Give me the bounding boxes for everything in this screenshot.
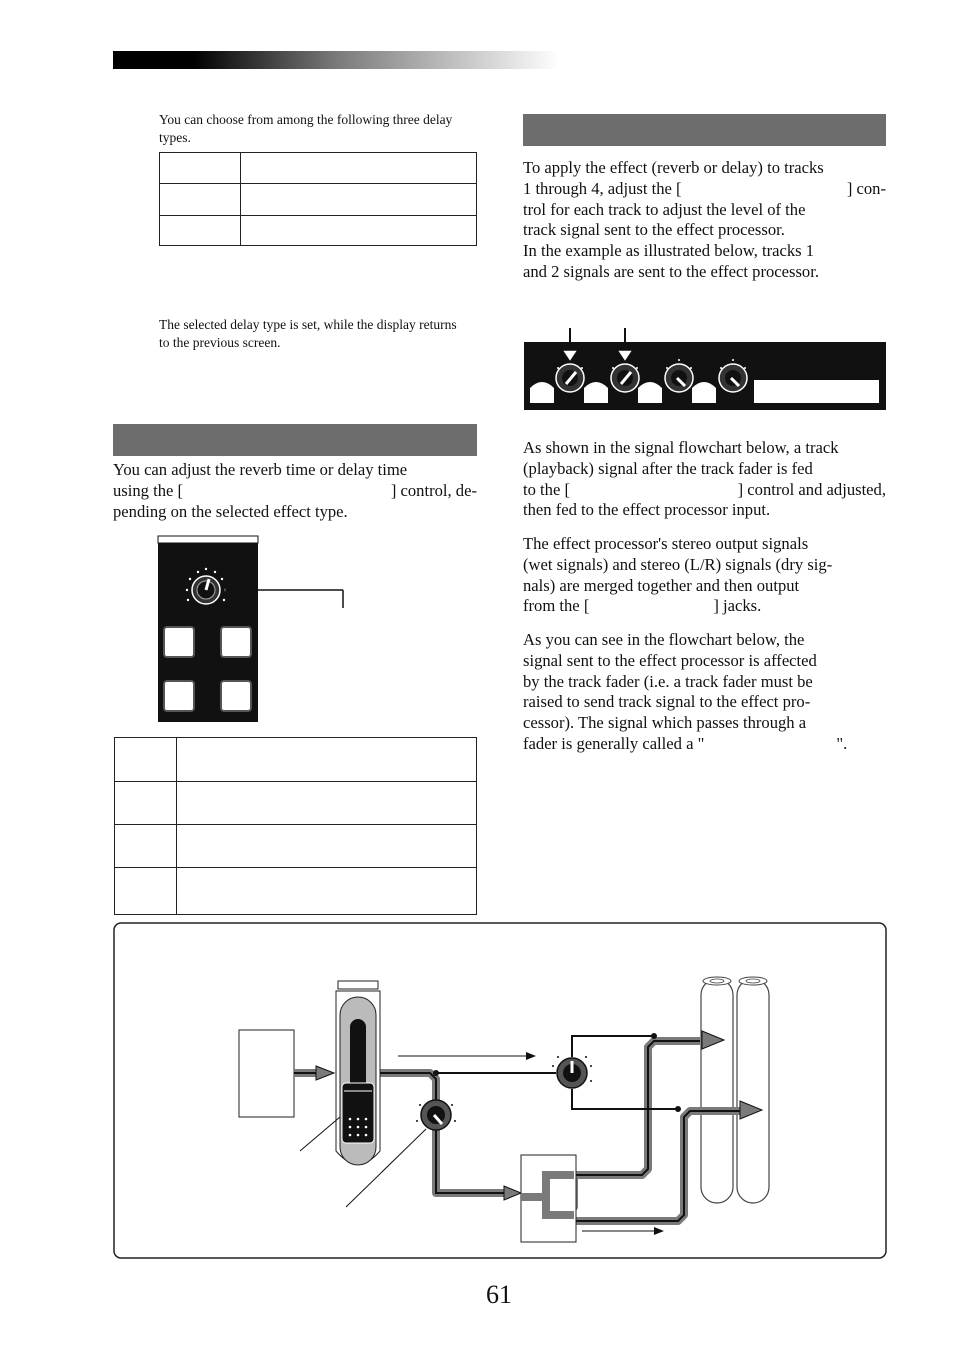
- text-line: To apply the effect (reverb or delay) to tracks: [523, 158, 824, 177]
- panel-button: [221, 627, 251, 657]
- output-paragraph: [523, 534, 886, 617]
- page-number: 61: [486, 1280, 512, 1309]
- text-fragment: ] control, de-: [390, 480, 477, 500]
- section-heading-bar-right: [523, 114, 886, 146]
- text-line: then fed to the effect processor input.: [523, 500, 771, 520]
- text-line: You can adjust the reverb time or delay time: [113, 460, 408, 479]
- delay-types-table: [159, 152, 477, 246]
- text-fragment: to the [: [523, 479, 571, 499]
- table-cell: [177, 782, 477, 825]
- table-cell: [177, 738, 477, 782]
- panel-button: [164, 681, 194, 711]
- table-cell: [177, 868, 477, 915]
- text-line: pending on the selected effect type.: [113, 501, 348, 521]
- junction-dot: [675, 1106, 681, 1112]
- text-fragment: 1 through 4, adjust the [: [523, 178, 682, 198]
- text-line: As shown in the signal flowchart below, a track: [523, 438, 839, 457]
- text-line: nals) are merged together and then output: [523, 575, 800, 595]
- text-line: [523, 596, 886, 617]
- delay-types-intro: You can choose from among the following three delay types.: [159, 112, 453, 145]
- junction-dot: [433, 1070, 439, 1076]
- text-line: (playback) signal after the track fader is fed: [523, 458, 813, 478]
- effect-send-knobs-illustration: [522, 326, 888, 412]
- text-fragment: ] jacks.: [713, 596, 762, 616]
- effect-send-paragraph: [523, 158, 886, 283]
- text-line: [523, 734, 886, 755]
- flowchart-frame: [114, 923, 886, 1258]
- text-line: by the track fader (i.e. a track fader must be: [523, 671, 813, 691]
- table-cell: [241, 216, 477, 246]
- text-line: [523, 179, 886, 200]
- text-fragment: ] con-: [846, 178, 886, 198]
- junction-dot: [651, 1033, 657, 1039]
- table-cell: [160, 184, 241, 216]
- section-heading-bar-left: [113, 424, 477, 456]
- signal-flowchart: [112, 921, 890, 1263]
- table-cell: [160, 153, 241, 184]
- text-fragment: ".: [836, 733, 848, 753]
- text-line: [113, 481, 477, 502]
- panel-button: [221, 681, 251, 711]
- flowchart-paragraph: [523, 438, 886, 521]
- panel-label-strip: [754, 380, 879, 403]
- text-fragment: using the [: [113, 480, 184, 500]
- delay-set-note: The selected delay type is set, while the display returns to the previous screen.: [159, 317, 457, 350]
- effect-panel-illustration: [155, 533, 355, 725]
- header-gradient-bar: [113, 51, 560, 69]
- send-knob-4-icon: [719, 364, 747, 392]
- text-line: track signal sent to the effect processor.: [523, 220, 785, 240]
- text-line: (wet signals) and stereo (L/R) signals (dry sig-: [523, 554, 833, 574]
- effect-time-table: [114, 737, 477, 915]
- table-cell: [115, 868, 177, 915]
- text-line: In the example as illustrated below, tracks 1: [523, 241, 815, 261]
- table-cell: [115, 825, 177, 868]
- text-line: As you can see in the flowchart below, the: [523, 630, 805, 649]
- table-cell: [160, 216, 241, 246]
- text-line: raised to send track signal to the effect pro-: [523, 692, 811, 712]
- panel-top-strip: [158, 536, 258, 543]
- time-paragraph: [113, 460, 477, 522]
- text-line: signal sent to the effect processor is affected: [523, 650, 817, 670]
- text-fragment: ] control and adjusted,: [737, 479, 886, 499]
- send-knob-1-icon: [556, 364, 584, 392]
- table-cell: [115, 782, 177, 825]
- panel-button: [164, 627, 194, 657]
- text-line: The effect processor's stereo output signals: [523, 534, 809, 553]
- table-cell: [177, 825, 477, 868]
- table-cell: [115, 738, 177, 782]
- track-source-box: [239, 1030, 294, 1117]
- text-line: and 2 signals are sent to the effect processor.: [523, 261, 819, 281]
- send-knob-2-icon: [611, 364, 639, 392]
- table-cell: [241, 184, 477, 216]
- track-fader-icon: [336, 981, 380, 1165]
- text-line: cessor). The signal which passes through a: [523, 713, 807, 733]
- post-fader-paragraph: [523, 630, 886, 755]
- text-line: trol for each track to adjust the level of the: [523, 199, 806, 219]
- text-fragment: fader is generally called a ": [523, 733, 705, 753]
- send-knob-3-icon: [665, 364, 693, 392]
- text-fragment: from the [: [523, 596, 590, 616]
- table-cell: [241, 153, 477, 184]
- text-line: [523, 480, 886, 501]
